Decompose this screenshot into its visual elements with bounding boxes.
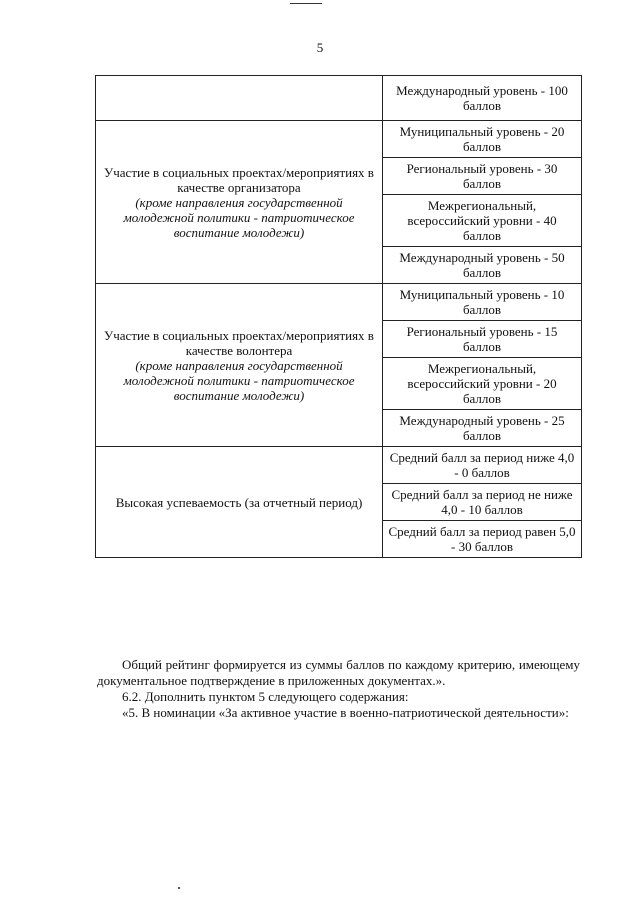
level-cell: Межрегиональный, всероссийский уровни - 20 баллов <box>383 358 582 410</box>
paragraph-rating: Общий рейтинг формируется из суммы баллов по каждому критерию, имеющему документальное подтверждение в приложенных документах.». <box>97 657 580 688</box>
criteria-table <box>95 75 582 558</box>
criterion-title: Участие в социальных проектах/мероприятиях в качестве организатора <box>104 164 374 195</box>
criterion-title: Высокая успеваемость (за отчетный период) <box>115 494 363 510</box>
level-cell: Межрегиональный, всероссийский уровни - 40 баллов <box>383 195 582 247</box>
page-number: 5 <box>316 40 324 55</box>
criterion-cell <box>96 121 383 284</box>
level-cell: Муниципальный уровень - 20 баллов <box>383 121 582 158</box>
level-cell: Международный уровень - 100 баллов <box>383 76 582 121</box>
level-cell: Средний балл за период равен 5,0 - 30 баллов <box>383 521 582 558</box>
level-cell: Региональный уровень - 15 баллов <box>383 321 582 358</box>
table-row <box>96 121 582 158</box>
level-cell: Международный уровень - 50 баллов <box>383 247 582 284</box>
table-row <box>96 76 582 121</box>
criterion-cell <box>96 76 383 121</box>
criterion-note: (кроме направления государственной молодежной политики - патриотическое воспитание молодежи) <box>123 194 355 240</box>
criterion-note: (кроме направления государственной молодежной политики - патриотическое воспитание молодежи) <box>123 357 355 403</box>
paragraph-item-5: «5. В номинации «За активное участие в военно-патриотической деятельности»: <box>122 705 569 720</box>
level-cell: Средний балл за период не ниже 4,0 - 10 баллов <box>383 484 582 521</box>
top-edge-mark <box>290 0 322 4</box>
criterion-cell <box>96 447 383 558</box>
level-cell: Региональный уровень - 30 баллов <box>383 158 582 195</box>
level-cell: Муниципальный уровень - 10 баллов <box>383 284 582 321</box>
criterion-cell <box>96 284 383 447</box>
document-body <box>97 657 580 721</box>
level-cell: Международный уровень - 25 баллов <box>383 410 582 447</box>
paragraph-item-6-2: 6.2. Дополнить пунктом 5 следующего содержания: <box>122 689 409 704</box>
table-row <box>96 284 582 321</box>
level-cell: Средний балл за период ниже 4,0 - 0 баллов <box>383 447 582 484</box>
scan-dot <box>178 887 180 889</box>
criterion-title: Участие в социальных проектах/мероприятиях в качестве волонтера <box>104 327 374 358</box>
table-row <box>96 447 582 484</box>
